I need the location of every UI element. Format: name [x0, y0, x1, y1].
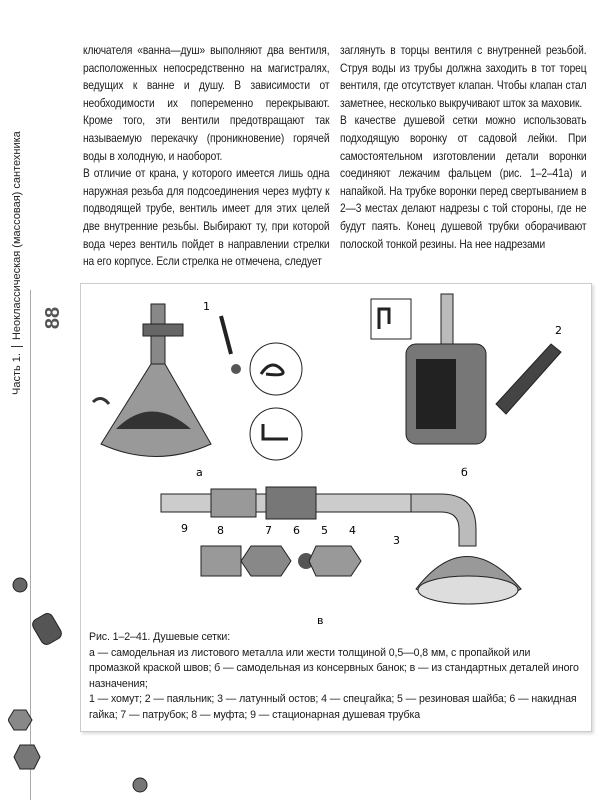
paragraph: заглянуть в торцы вентиля с внутренней резьбой. Струя воды из трубы должна заходить в тот торец вентиля, где отсутствует клапан. Чтобы клапан стал заметнее, несколько выкручивают шток за маховик.: [340, 43, 587, 110]
paragraph: ключателя «ванна—душ» выполняют два вентиля, расположенных непосредственно на магистралях, ведущих к ванне и душу. В зависимости от необходимости их попеременно перекрывают. Кроме того, эти вентили предотвращают так называемую перекачку (проникновение) горячей воды в холодную, и наоборот.: [83, 43, 330, 163]
callout-8: 8: [217, 524, 224, 537]
label-v: в: [317, 614, 324, 627]
callout-9: 9: [181, 522, 188, 535]
illustration-b-can: [371, 294, 562, 479]
part-label: Часть 1.: [11, 353, 23, 395]
callout-1: 1: [203, 300, 210, 313]
caption-title: Рис. 1–2–41. Душевые сетки:: [89, 631, 231, 643]
callout-6: 6: [293, 524, 300, 537]
figure-illustration: [81, 284, 591, 629]
illustration-v-pipe: [161, 487, 521, 627]
label-b: б: [461, 466, 468, 479]
callout-3: 3: [393, 534, 400, 547]
running-header: [10, 131, 24, 395]
callout-7: 7: [265, 524, 272, 537]
figure-caption: [89, 630, 583, 723]
decorative-nuts-icon: [8, 575, 68, 805]
label-a: а: [196, 466, 203, 479]
callout-5: 5: [321, 524, 328, 537]
paragraph: В качестве душевой сетки можно использовать подходящую воронку от садовой лейки. При самостоятельном изготовлении детали воронки соединяют лежачим фальцем (рис. 1–2–41а) и напайкой. На трубке воронки перед свертыванием в 2—3 местах делают надрезы с той стороны, где не будут паять. Конец душевой трубки оборачивают полоской тонкой резины. На нее надрезами: [340, 113, 587, 251]
paragraph: В отличие от крана, у которого имеется лишь одна наружная резьба для подсоединения через муфту к подводящей трубе, вентиль имеет для этих целей две внутренние резьбы. Выбирают ту, при которой вода через вентиль пойдет в направлении стрелки на его корпусе. Если стрелка не отмечена, следует: [83, 166, 330, 269]
figure-shower-heads: [80, 283, 592, 732]
caption-legend: 1 — хомут; 2 — паяльник; 3 — латунный остов; 4 — спецгайка; 5 — резиновая шайба; 6 — накидная гайка; 7 — патрубок; 8 — муфта; 9 — стационарная душевая трубка: [89, 693, 577, 721]
section-label: Неоклассическая (массовая) сантехника: [11, 131, 23, 341]
text-column-right: [340, 42, 587, 253]
callout-4: 4: [349, 524, 356, 537]
decorative-nut-icon: [130, 775, 150, 795]
illustration-a-funnel: [93, 300, 302, 479]
caption-description: а — самодельная из листового металла или жести толщиной 0,5—0,8 мм, с пропайкой или промазкой краской швов; б — самодельная из консервных банок; в — из стандартных деталей иного назначения;: [89, 646, 579, 690]
text-column-left: [83, 42, 330, 271]
callout-2: 2: [555, 324, 562, 337]
page-number: 88: [42, 306, 64, 330]
